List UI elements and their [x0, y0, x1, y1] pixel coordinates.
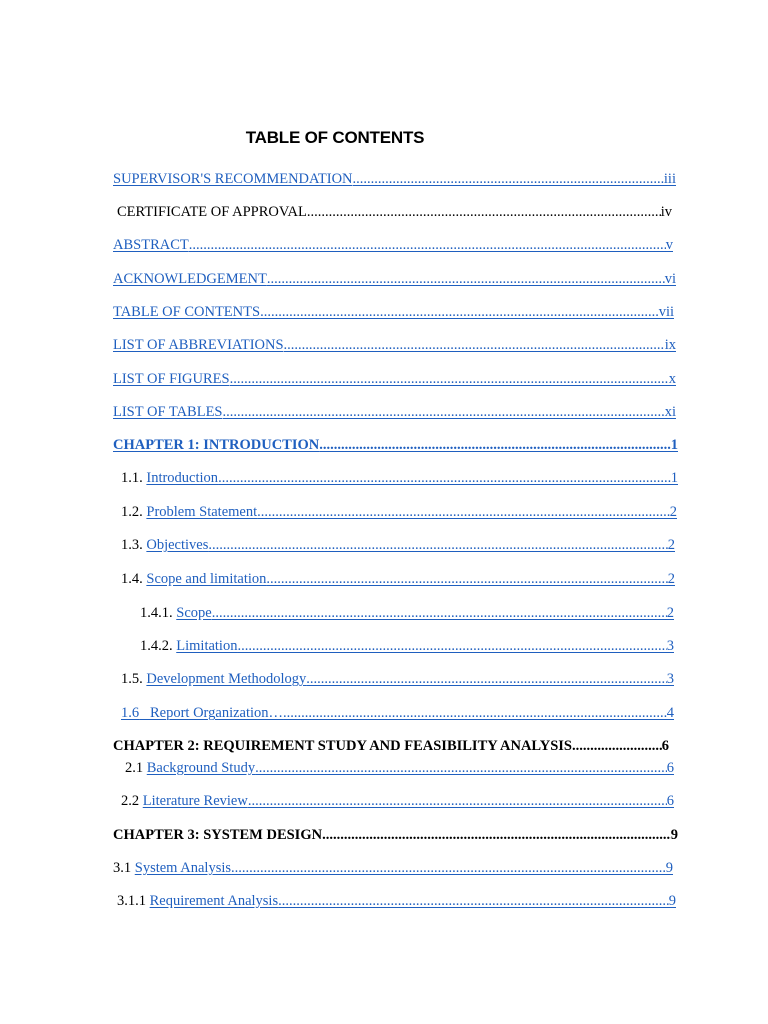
toc-page-number: ix: [664, 337, 676, 353]
toc-entry-list-of-figures[interactable]: [113, 370, 676, 388]
toc-entry-label: Literature Review: [142, 793, 248, 809]
toc-page-number: iii: [663, 171, 676, 187]
toc-heading: TABLE OF CONTENTS: [245, 128, 425, 147]
toc-entry-acknowledgement[interactable]: [113, 270, 676, 288]
toc-entry-label: Problem Statement: [146, 504, 258, 520]
toc-section-number: 1.4.: [121, 571, 143, 587]
toc-page-number: 2: [667, 537, 675, 553]
toc-section-number: 1.5.: [121, 671, 143, 687]
toc-entry-section-1-6[interactable]: [121, 704, 674, 722]
toc-entry-label: Development Methodology: [146, 671, 307, 687]
toc-entry-list-of-abbreviations[interactable]: [113, 336, 676, 354]
toc-section-number: 1.4.2.: [140, 638, 173, 654]
dot-leader: [260, 303, 659, 321]
toc-entry-section-2-2[interactable]: [121, 792, 674, 810]
toc-entry-section-1-4-1[interactable]: [140, 604, 674, 622]
dot-leader: [257, 503, 670, 521]
toc-entry-label: LIST OF ABBREVIATIONS: [113, 337, 284, 353]
dot-leader: [572, 737, 662, 755]
toc-section-number: 2.1: [125, 760, 144, 776]
toc-section-number: 1.3.: [121, 537, 143, 553]
dot-leader: [319, 436, 671, 454]
toc-entry-section-1-2[interactable]: [121, 503, 677, 521]
toc-section-number: 1.2.: [121, 504, 143, 520]
toc-entry-section-3-1[interactable]: [113, 859, 673, 877]
toc-entry-section-1-3[interactable]: [121, 536, 675, 554]
toc-entry-link[interactable]: [176, 637, 674, 655]
dot-leader: [266, 570, 667, 588]
dot-leader: [237, 637, 666, 655]
toc-page-number: 2: [669, 504, 677, 520]
toc-entry-list-of-tables[interactable]: [113, 403, 676, 421]
toc-entry-label: TABLE OF CONTENTS: [113, 304, 261, 320]
toc-page-number: 2: [667, 571, 675, 587]
dot-leader: [267, 270, 665, 288]
toc-entry-link[interactable]: [146, 670, 674, 688]
dot-leader: [230, 370, 669, 388]
toc-page-number: 6: [661, 738, 669, 754]
toc-page-number: 9: [665, 860, 673, 876]
toc-entry-chapter-2: [113, 737, 669, 755]
toc-entry-label: System Analysis: [134, 860, 232, 876]
dot-leader: [307, 203, 661, 221]
toc-section-number: 3.1: [113, 860, 132, 876]
toc-section-number: 1.1.: [121, 470, 143, 486]
dot-leader: [248, 792, 667, 810]
toc-page-number: 9: [668, 893, 676, 909]
toc-page-number: 4: [666, 705, 674, 721]
toc-entry-label: CHAPTER 3: SYSTEM DESIGN: [113, 827, 323, 843]
dot-leader: [208, 536, 667, 554]
toc-section-number: 2.2: [121, 793, 140, 809]
toc-entry-section-1-4-2[interactable]: [140, 637, 674, 655]
toc-page-number: 9: [670, 827, 678, 843]
dot-leader: [212, 604, 667, 622]
toc-entry-link[interactable]: [147, 759, 674, 777]
toc-entry-link[interactable]: [135, 859, 673, 877]
dot-leader: [322, 826, 671, 844]
dot-leader: [255, 759, 667, 777]
toc-entry-link[interactable]: [146, 536, 675, 554]
toc-entry-label: ABSTRACT: [113, 237, 189, 253]
dot-leader: [189, 236, 666, 254]
toc-section-number: 1.6: [121, 705, 140, 721]
toc-entry-label: Scope and limitation: [146, 571, 267, 587]
toc-entry-link[interactable]: [146, 469, 678, 487]
dot-leader: [218, 469, 671, 487]
dot-leader: [223, 403, 665, 421]
dot-leader: [283, 704, 667, 722]
dot-leader: [231, 859, 666, 877]
toc-entry-link[interactable]: [143, 792, 674, 810]
toc-entry-link[interactable]: [150, 892, 676, 910]
toc-entry-label: Report Organization…: [150, 705, 284, 721]
toc-entry-label: CERTIFICATE OF APPROVAL: [117, 204, 307, 220]
toc-page-number: iv: [660, 204, 672, 220]
toc-page-number: 1: [670, 470, 678, 486]
toc-entry-section-1-5[interactable]: [121, 670, 674, 688]
dot-leader: [353, 170, 664, 188]
toc-entry-label: LIST OF FIGURES: [113, 371, 230, 387]
toc-page-number: 3: [666, 638, 674, 654]
toc-page-number: 6: [666, 793, 674, 809]
dot-leader: [306, 670, 666, 688]
toc-page-number: v: [665, 237, 673, 253]
toc-entry-label: LIST OF TABLES: [113, 404, 223, 420]
toc-page-number: xi: [664, 404, 676, 420]
toc-entry-label: Requirement Analysis: [149, 893, 279, 909]
toc-entry-chapter-1[interactable]: [113, 436, 678, 454]
toc-entry-supervisors-recommendation[interactable]: [113, 170, 676, 188]
toc-entry-label: Objectives: [146, 537, 209, 553]
toc-entry-label: CHAPTER 2: REQUIREMENT STUDY AND FEASIBILITY ANALYSIS: [113, 738, 573, 754]
toc-page-number: 2: [666, 605, 674, 621]
toc-entry-section-3-1-1[interactable]: [117, 892, 676, 910]
toc-section-number: 1.4.1.: [140, 605, 173, 621]
toc-section-number: 3.1.1: [117, 893, 146, 909]
toc-page-number: 1: [670, 437, 678, 453]
toc-entry-link[interactable]: [146, 570, 675, 588]
toc-entry-chapter-3: [113, 826, 678, 844]
toc-page-number: 6: [666, 760, 674, 776]
toc-entry-abstract[interactable]: [113, 236, 673, 254]
toc-page-number: x: [668, 371, 676, 387]
toc-page-number: 3: [666, 671, 674, 687]
dot-leader: [278, 892, 669, 910]
dot-leader: [284, 336, 665, 354]
toc-entry-label: CHAPTER 1: INTRODUCTION: [113, 437, 320, 453]
toc-entry-section-1-4[interactable]: [121, 570, 675, 588]
toc-entry-label: Scope: [176, 605, 212, 621]
toc-entry-label: Background Study: [146, 760, 256, 776]
toc-entry-certificate-of-approval: [117, 203, 672, 221]
toc-entry-section-2-1[interactable]: [125, 759, 674, 777]
toc-entry-label: ACKNOWLEDGEMENT: [113, 271, 267, 287]
toc-page-number: vi: [664, 271, 676, 287]
toc-entry-link[interactable]: [146, 503, 677, 521]
toc-entry-link[interactable]: [176, 604, 674, 622]
toc-entry-label: Introduction: [146, 470, 219, 486]
toc-entry-label: SUPERVISOR'S RECOMMENDATION: [113, 171, 353, 187]
toc-entry-table-of-contents[interactable]: [113, 303, 674, 321]
toc-entry-label: Limitation: [176, 638, 238, 654]
toc-page-number: vii: [658, 304, 674, 320]
toc-entry-section-1-1[interactable]: [121, 469, 678, 487]
